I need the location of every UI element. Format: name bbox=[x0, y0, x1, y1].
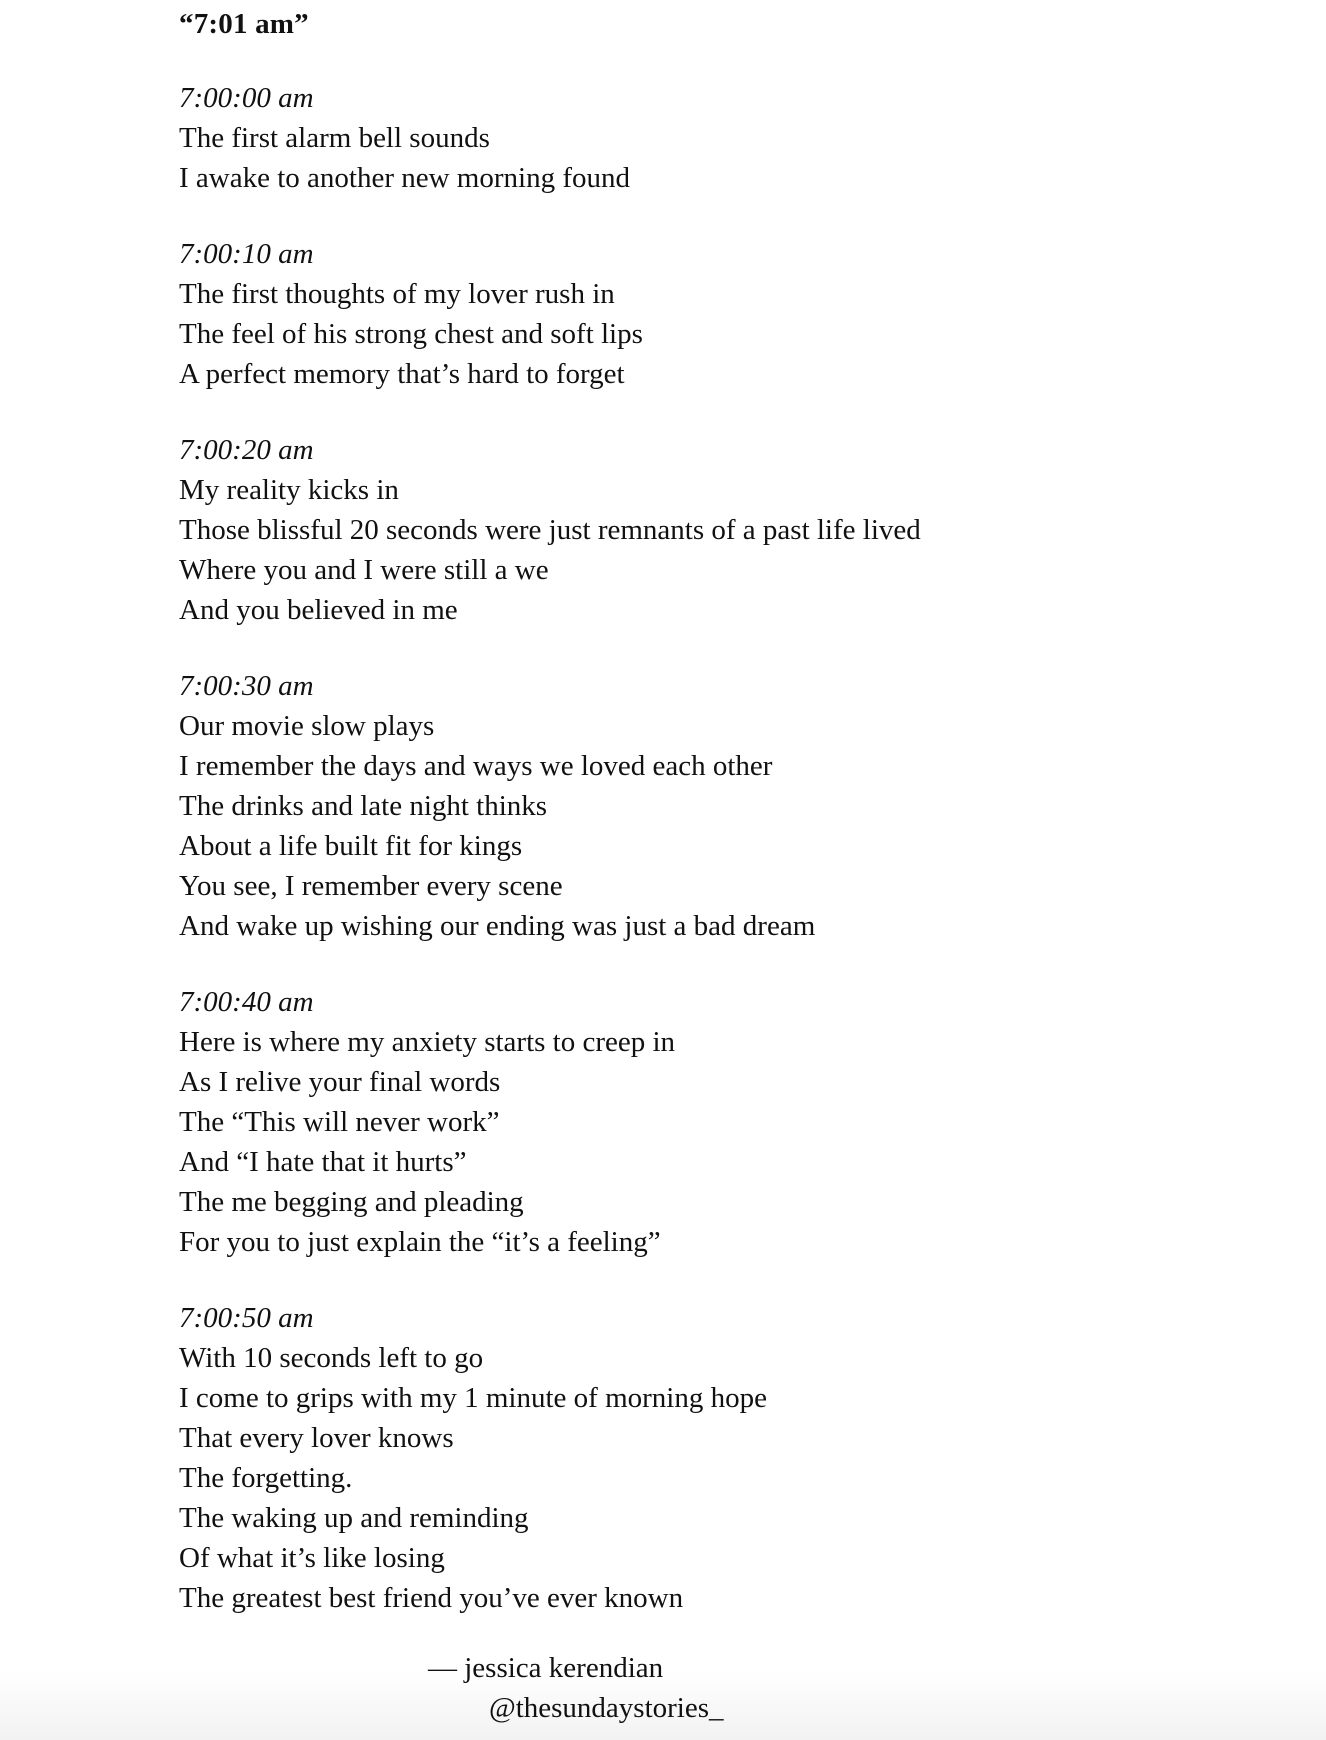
poem-line: The first alarm bell sounds bbox=[179, 122, 490, 154]
poem-line: About a life built fit for kings bbox=[179, 830, 523, 862]
poem-line: And wake up wishing our ending was just a bad dream bbox=[179, 910, 816, 942]
poem-line: And “I hate that it hurts” bbox=[179, 1146, 467, 1178]
poem-line: Of what it’s like losing bbox=[179, 1542, 445, 1574]
poem-title: “7:01 am” bbox=[179, 8, 309, 40]
poem-line: The waking up and reminding bbox=[179, 1502, 529, 1534]
poem-line: A perfect memory that’s hard to forget bbox=[179, 358, 625, 390]
stanza-timestamp: 7:00:00 am bbox=[179, 82, 314, 114]
poem-line: I awake to another new morning found bbox=[179, 162, 630, 194]
poem-line: The me begging and pleading bbox=[179, 1186, 524, 1218]
poem-line: My reality kicks in bbox=[179, 474, 399, 506]
poem-line: The first thoughts of my lover rush in bbox=[179, 278, 615, 310]
poem-line: For you to just explain the “it’s a feeling” bbox=[179, 1226, 661, 1258]
poem-line: The greatest best friend you’ve ever known bbox=[179, 1582, 684, 1614]
poem-line: Here is where my anxiety starts to creep in bbox=[179, 1026, 676, 1058]
poem-line: I come to grips with my 1 minute of morning hope bbox=[179, 1382, 767, 1414]
poem-body bbox=[179, 4, 1179, 1654]
stanza-timestamp: 7:00:10 am bbox=[179, 238, 314, 270]
poem-line: As I relive your final words bbox=[179, 1066, 501, 1098]
poem-line: With 10 seconds left to go bbox=[179, 1342, 484, 1374]
poem-line: Where you and I were still a we bbox=[179, 554, 549, 586]
poem-line: The feel of his strong chest and soft lips bbox=[179, 318, 643, 350]
stanza-4 bbox=[179, 666, 1179, 946]
stanza-3 bbox=[179, 430, 1179, 630]
poem-line: The forgetting. bbox=[179, 1462, 353, 1494]
stanza-timestamp: 7:00:40 am bbox=[179, 986, 314, 1018]
poem-line: I remember the days and ways we loved each other bbox=[179, 750, 773, 782]
author-signature: — jessica kerendian bbox=[428, 1652, 664, 1684]
poem-line: You see, I remember every scene bbox=[179, 870, 563, 902]
stanza-timestamp: 7:00:20 am bbox=[179, 434, 314, 466]
stanza-1 bbox=[179, 78, 1179, 198]
poem-line: The drinks and late night thinks bbox=[179, 790, 548, 822]
poem-line: Our movie slow plays bbox=[179, 710, 435, 742]
poem-line: The “This will never work” bbox=[179, 1106, 500, 1138]
stanza-5 bbox=[179, 982, 1179, 1262]
stanza-2 bbox=[179, 234, 1179, 394]
stanza-6 bbox=[179, 1298, 1179, 1618]
author-handle: @thesundaystories_ bbox=[489, 1692, 724, 1724]
poem-line: That every lover knows bbox=[179, 1422, 454, 1454]
poem-line: Those blissful 20 seconds were just remnants of a past life lived bbox=[179, 514, 921, 546]
poem-line: And you believed in me bbox=[179, 594, 458, 626]
stanza-timestamp: 7:00:30 am bbox=[179, 670, 314, 702]
stanza-timestamp: 7:00:50 am bbox=[179, 1302, 314, 1334]
